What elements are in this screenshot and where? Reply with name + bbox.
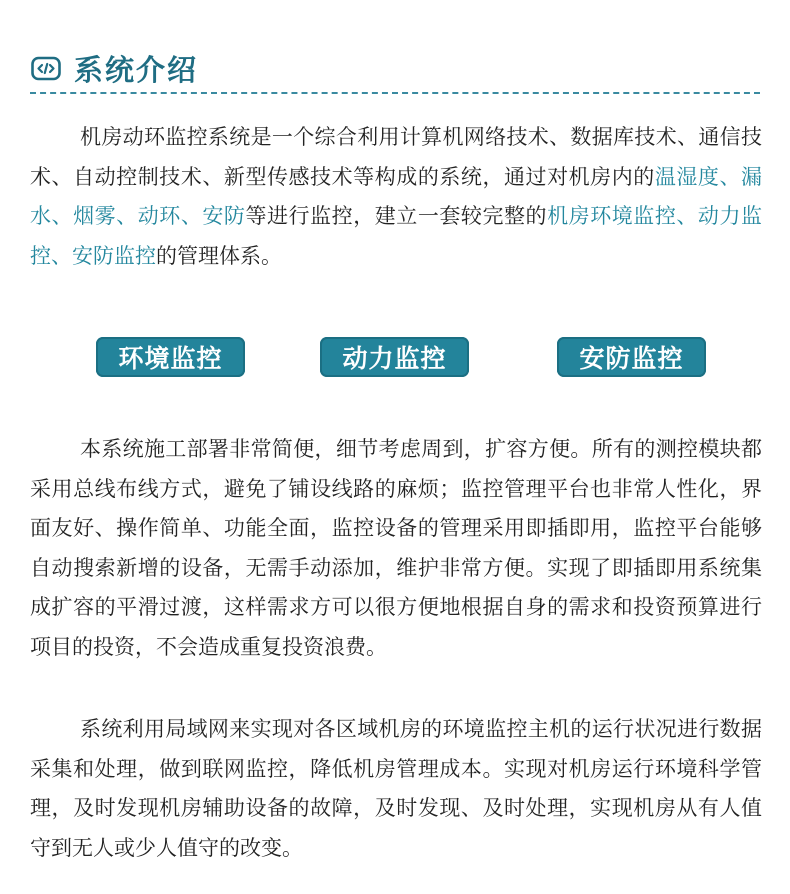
badge-power-monitoring: 动力监控 xyxy=(320,337,469,377)
intro-text-2: 等进行监控，建立一套较完整的 xyxy=(245,204,548,228)
intro-text-1: 机房动环监控系统是一个综合利用计算机网络技术、数据库技术、通信技术、自动控制技术、新型传感技术等构成的系统，通过对机房内的 xyxy=(30,125,762,189)
intro-text-3: 的管理体系。 xyxy=(156,243,282,268)
badge-security-monitoring: 安防监控 xyxy=(557,337,706,377)
badge-environment-monitoring: 环境监控 xyxy=(96,337,245,377)
intro-paragraph xyxy=(30,118,762,276)
deployment-paragraph: 本系统施工部署非常简便，细节考虑周到，扩容方便。所有的测控模块都采用总线布线方式，避免了铺设线路的麻烦；监控管理平台也非常人性化，界面友好、操作简单、功能全面，监控设备的管理采用即插即用，监控平台能够自动搜索新增的设备，无需手动添加，维护非常方便。实现了即插即用系统集成扩容的平滑过渡，这样需求方可以很方便地根据自身的需求和投资预算进行项目的投资，不会造成重复投资浪费。 xyxy=(30,437,762,659)
intro-highlight-1: 温湿度、漏水、烟雾、动环、安防 xyxy=(30,164,763,228)
dashed-divider xyxy=(30,92,760,94)
section-title: 系统介绍 xyxy=(74,53,199,87)
code-window-icon xyxy=(30,53,62,85)
intro-highlight-2: 机房环境监控、动力监控、安防监控 xyxy=(30,204,763,268)
network-paragraph: 系统利用局域网来实现对各区域机房的环境监控主机的运行状况进行数据采集和处理，做到联网监控，降低机房管理成本。实现对机房运行环境科学管理，及时发现机房辅助设备的故障，及时发现、及时处理，实现机房从有人值守到无人或少人值守的改变。 xyxy=(30,717,762,860)
section-header xyxy=(30,48,198,89)
feature-badges xyxy=(0,337,790,379)
